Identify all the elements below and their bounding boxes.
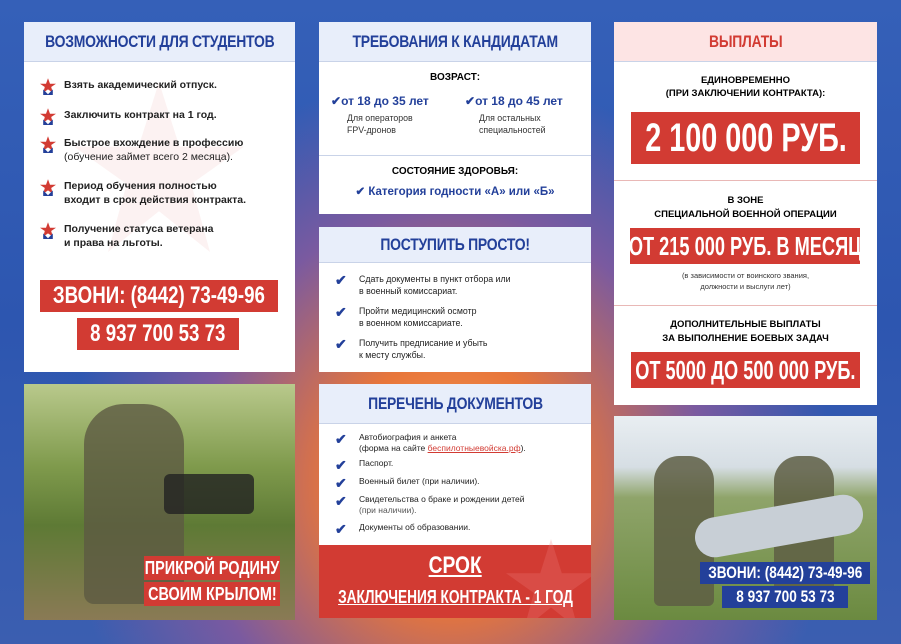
document-item: ✔ Документы об образовании. <box>335 521 471 537</box>
check-icon: ✔ <box>331 94 342 108</box>
students-card <box>24 22 295 372</box>
check-icon: ✔ <box>335 304 347 320</box>
documents-card <box>319 384 591 618</box>
apply-step-item: ✔ Сдать документы в пункт отбора или в военный комиссариат. <box>335 272 511 296</box>
extra-amount: ОТ 5000 ДО 500 000 РУБ. <box>631 352 860 388</box>
apply-step-item: ✔ Получить предписание и убыть к месту службы. <box>335 336 488 360</box>
check-icon: ✔ <box>335 272 347 288</box>
health-value: ✔ Категория годности «А» или «Б» <box>355 186 555 198</box>
students-phone-2: 8 937 700 53 73 <box>77 318 239 350</box>
once-label: ЕДИНОВРЕМЕННО (ПРИ ЗАКЛЮЧЕНИИ КОНТРАКТА): <box>665 75 826 99</box>
check-icon: ✔ <box>355 186 369 198</box>
document-item: ✔ Свидетельства о браке и рождении детей (при наличии). <box>335 493 525 515</box>
students-phone-1: ЗВОНИ: (8442) 73-49-96 <box>40 280 278 312</box>
photo-phone-1: ЗВОНИ: (8442) 73-49-96 <box>700 562 870 584</box>
documents-title: ПЕРЕЧЕНЬ ДОКУМЕНТОВ <box>319 384 591 424</box>
photo-phone-2: 8 937 700 53 73 <box>722 586 848 608</box>
svo-label: В ЗОНЕ СПЕЦИАЛЬНОЙ ВОЕННОЙ ОПЕРАЦИИ <box>654 195 837 220</box>
requirements-card <box>319 22 591 214</box>
website-link[interactable]: беспилотныевойска.рф <box>427 443 521 453</box>
payments-card <box>614 22 877 405</box>
term-text: ЗАКЛЮЧЕНИЯ КОНТРАКТА - 1 ГОД <box>337 586 573 607</box>
requirements-title: ТРЕБОВАНИЯ К КАНДИДАТАМ <box>319 22 591 62</box>
age-option-1: ✔от 18 до 35 лет Для операторов FPV-дронов <box>331 94 429 135</box>
student-benefit-item: Получение статуса ветерана и права на льготы. <box>40 222 214 250</box>
extra-label: ДОПОЛНИТЕЛЬНЫЕ ВЫПЛАТЫ ЗА ВЫПОЛНЕНИЕ БОЕВЫХ ЗАДАЧ <box>662 319 829 344</box>
document-item: ✔ Автобиография и анкета (форма на сайте беспилотныевойска.рф). <box>335 431 526 453</box>
apply-title: ПОСТУПИТЬ ПРОСТО! <box>319 227 591 263</box>
army-star-icon <box>40 222 56 240</box>
student-benefit-item: Взять академический отпуск. <box>40 78 217 96</box>
check-icon: ✔ <box>465 94 476 108</box>
svo-note: (в зависимости от воинского звания, должности и выслуги лет) <box>681 271 810 291</box>
svo-amount: ОТ 215 000 РУБ. В МЕСЯЦ <box>630 228 860 264</box>
check-icon: ✔ <box>335 493 347 509</box>
student-benefit-item: Быстрое вхождение в профессию (обучение займет всего 2 месяца). <box>40 136 243 164</box>
army-star-icon <box>40 136 56 154</box>
document-item: ✔ Военный билет (при наличии). <box>335 475 480 491</box>
check-icon: ✔ <box>335 336 347 352</box>
apply-card <box>319 227 591 372</box>
age-label: ВОЗРАСТ: <box>429 72 481 83</box>
document-item: ✔ Паспорт. <box>335 457 394 473</box>
health-label: СОСТОЯНИЕ ЗДОРОВЬЯ: <box>391 166 519 177</box>
army-star-icon <box>40 78 56 96</box>
contract-term-banner <box>319 545 591 618</box>
once-amount: 2 100 000 РУБ. <box>631 112 860 164</box>
army-star-icon <box>40 108 56 126</box>
payments-title: ВЫПЛАТЫ <box>614 22 877 62</box>
slogan-line-1: ПРИКРОЙ РОДИНУ <box>144 556 280 580</box>
students-title: ВОЗМОЖНОСТИ ДЛЯ СТУДЕНТОВ <box>24 22 295 62</box>
soldier-drone-photo <box>24 384 295 620</box>
apply-step-item: ✔ Пройти медицинский осмотр в военном комиссариате. <box>335 304 477 328</box>
term-title: СРОК <box>428 552 482 579</box>
soldiers-uav-photo <box>614 416 877 620</box>
drone-figure <box>164 474 254 514</box>
student-benefit-item: Заключить контракт на 1 год. <box>40 108 217 126</box>
slogan-line-2: СВОИМ КРЫЛОМ! <box>144 582 280 606</box>
check-icon: ✔ <box>335 457 347 473</box>
army-star-icon <box>40 179 56 197</box>
student-benefit-item: Период обучения полностью входит в срок действия контракта. <box>40 179 246 207</box>
check-icon: ✔ <box>335 521 347 537</box>
check-icon: ✔ <box>335 431 347 447</box>
age-option-2: ✔от 18 до 45 лет Для остальных специальностей <box>465 94 563 135</box>
check-icon: ✔ <box>335 475 347 491</box>
